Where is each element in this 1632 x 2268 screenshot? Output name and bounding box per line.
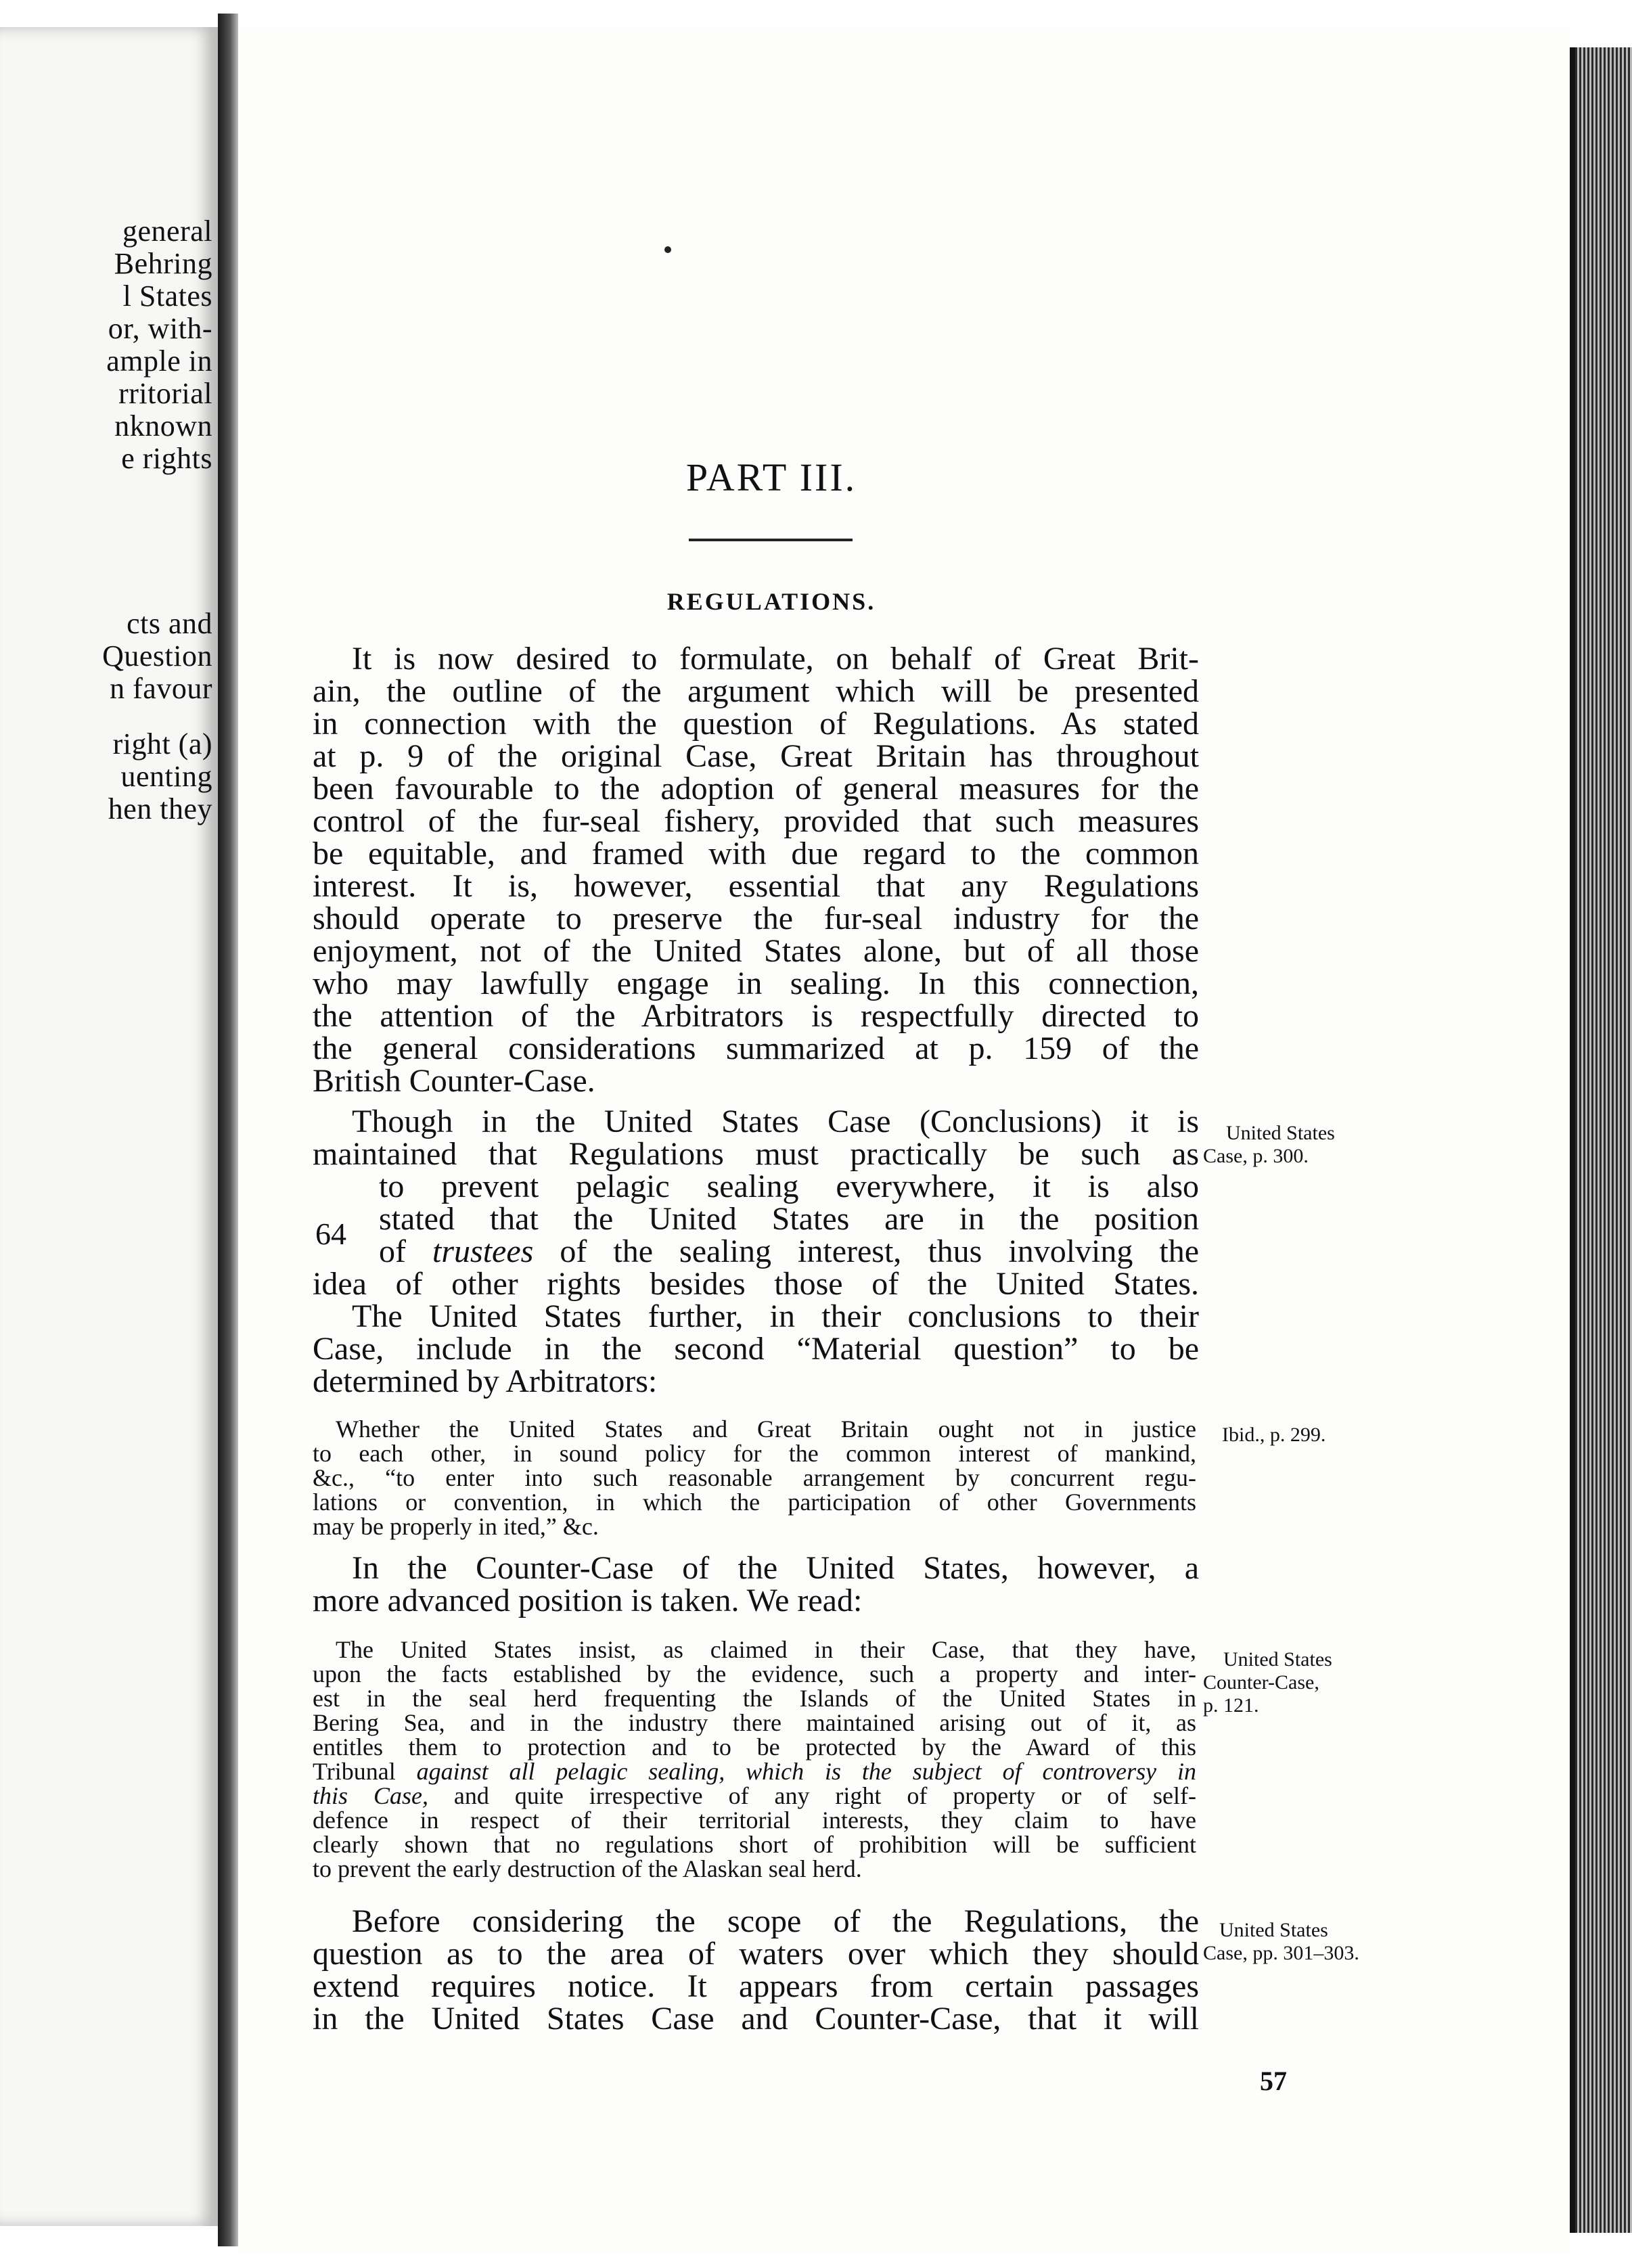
paragraph-5-line: question as to the area of waters over which they should [313, 1936, 1199, 1972]
section-heading: REGULATIONS. [666, 588, 876, 615]
text-run: of the sealing interest, thus involving the [560, 1233, 1200, 1269]
paragraph-5-line: Before considering the scope of the Regulations, the [352, 1903, 1199, 1939]
paragraph-2-line: maintained that Regulations must practically be such as [313, 1136, 1199, 1172]
paragraph-1-line: be equitable, and framed with due regard to the common [313, 836, 1199, 871]
italic-text: this Case, [313, 1782, 428, 1809]
paragraph-3-line: Case, include in the second “Material question” to be [313, 1331, 1199, 1367]
quote-2-line [313, 1759, 1196, 1784]
quote-2-line: entitles them to protection and to be protected by the Award of this [313, 1733, 1196, 1761]
page-edges [1570, 47, 1632, 2233]
ink-dot [664, 246, 671, 253]
left-page-fragment: n favour [110, 672, 212, 705]
paragraph-1-line: interest. It is, however, essential that any Regulations [313, 868, 1199, 904]
paragraph-1-line: ain, the outline of the argument which will be presented [313, 673, 1199, 709]
title-rule [689, 539, 853, 541]
side-note [1203, 1919, 1406, 1965]
text-run: Tribunal [313, 1758, 396, 1785]
side-note [1203, 1122, 1406, 1168]
left-page-fragment: ample in [106, 344, 212, 378]
left-page-fragment: cts and [127, 607, 212, 640]
quote-2-line: to prevent the early destruction of the Alaskan seal herd. [313, 1855, 862, 1882]
quote-2-line: The United States insist, as claimed in their Case, that they have, [336, 1636, 1196, 1663]
paragraph-1-line: the attention of the Arbitrators is respectfully directed to [313, 998, 1199, 1034]
side-note-line: Case, pp. 301–303. [1203, 1942, 1359, 1964]
part-title: PART III. [685, 455, 857, 499]
side-note [1222, 1424, 1425, 1447]
side-note-line: United States [1223, 1648, 1332, 1671]
paragraph-1-line: in connection with the question of Regulations. As stated [313, 706, 1199, 742]
quote-2-line: est in the seal herd frequenting the Islands of the United States in [313, 1685, 1196, 1712]
side-note-line: Counter-Case, [1203, 1671, 1319, 1694]
paragraph-1-line: should operate to preserve the fur-seal industry for the [313, 901, 1199, 936]
quote-2-line: clearly shown that no regulations short of prohibition will be sufficient [313, 1831, 1196, 1858]
page-number: 57 [1260, 2066, 1287, 2096]
paragraph-1-line: British Counter-Case. [313, 1063, 595, 1099]
left-page-fragment: right (a) [112, 727, 212, 761]
paragraph-1-line: control of the fur-seal fishery, provided that such measures [313, 803, 1199, 839]
side-note-line: United States [1219, 1919, 1328, 1941]
left-page-fragment: Question [102, 639, 212, 673]
quote-2-line [313, 1784, 1196, 1808]
paragraph-2-line: idea of other rights besides those of the United States. [313, 1266, 1199, 1302]
paragraph-1-line: enjoyment, not of the United States alone, but of all those [313, 933, 1199, 969]
left-page-fragment: uenting [120, 760, 212, 793]
left-page-fragment: l States [122, 279, 212, 313]
paragraph-2-line [379, 1235, 1199, 1268]
left-page-fragment: nknown [114, 409, 212, 443]
paragraph-1-line: It is now desired to formulate, on behalf of Great Brit- [352, 641, 1199, 677]
paragraph-2-line: stated that the United States are in the position [379, 1201, 1199, 1237]
italic-text: trustees [432, 1233, 534, 1269]
side-note [1203, 1648, 1406, 1717]
paragraph-1-line: the general considerations summarized at p. 159 of the [313, 1030, 1199, 1066]
left-page-fragment: hen they [108, 792, 212, 825]
paragraph-2-line: Though in the United States Case (Conclusions) it is [352, 1104, 1199, 1139]
text-run: and quite irrespective of any right of property or of self- [453, 1782, 1197, 1809]
paragraph-5-line: extend requires notice. It appears from certain passages [313, 1968, 1199, 2004]
left-page-fragment: general [122, 214, 212, 248]
marginal-page-number: 64 [315, 1217, 346, 1251]
text-run: of [379, 1233, 406, 1269]
quote-2-line: upon the facts established by the evidence, such a property and inter- [313, 1660, 1196, 1687]
quote-1-line: may be properly in ited,” &c. [313, 1513, 599, 1540]
paragraph-3-line: determined by Arbitrators: [313, 1363, 658, 1399]
book-gutter [218, 14, 238, 2246]
quote-1-line: lations or convention, in which the participation of other Governments [313, 1489, 1196, 1516]
paragraph-5-line: in the United States Case and Counter-Case, that it will [313, 2001, 1199, 2037]
quote-2-line: Bering Sea, and in the industry there maintained arising out of it, as [313, 1709, 1196, 1736]
quote-1-line: Whether the United States and Great Britain ought not in justice [336, 1415, 1196, 1443]
left-page [0, 27, 222, 2226]
paragraph-1-line: been favourable to the adoption of general measures for the [313, 771, 1199, 807]
paragraph-4-line: In the Counter-Case of the United States, however, a [352, 1550, 1199, 1586]
side-note-line: Ibid., p. 299. [1222, 1424, 1326, 1446]
quote-1-line: &c., “to enter into such reasonable arrangement by concurrent regu- [313, 1464, 1196, 1491]
left-page-fragment: Behring [114, 247, 212, 280]
italic-text: against all pelagic sealing, which is the subject of controversy in [416, 1758, 1196, 1785]
paragraph-3-line: The United States further, in their conclusions to their [352, 1298, 1199, 1334]
paragraph-1-line: who may lawfully engage in sealing. In this connection, [313, 966, 1199, 1001]
left-page-fragment: e rights [121, 442, 212, 475]
left-page-fragment: rritorial [118, 377, 212, 410]
quote-2-line: defence in respect of their territorial interests, they claim to have [313, 1807, 1196, 1834]
paragraph-2-line: to prevent pelagic sealing everywhere, it is also [379, 1169, 1199, 1204]
paragraph-1-line: at p. 9 of the original Case, Great Britain has throughout [313, 738, 1199, 774]
side-note-line: United States [1226, 1122, 1335, 1144]
side-note-line: Case, p. 300. [1203, 1145, 1309, 1167]
side-note-line: p. 121. [1203, 1694, 1259, 1717]
quote-1-line: to each other, in sound policy for the common interest of mankind, [313, 1440, 1196, 1467]
paragraph-4-line: more advanced position is taken. We read: [313, 1583, 863, 1618]
left-page-fragment: or, with- [108, 312, 212, 345]
